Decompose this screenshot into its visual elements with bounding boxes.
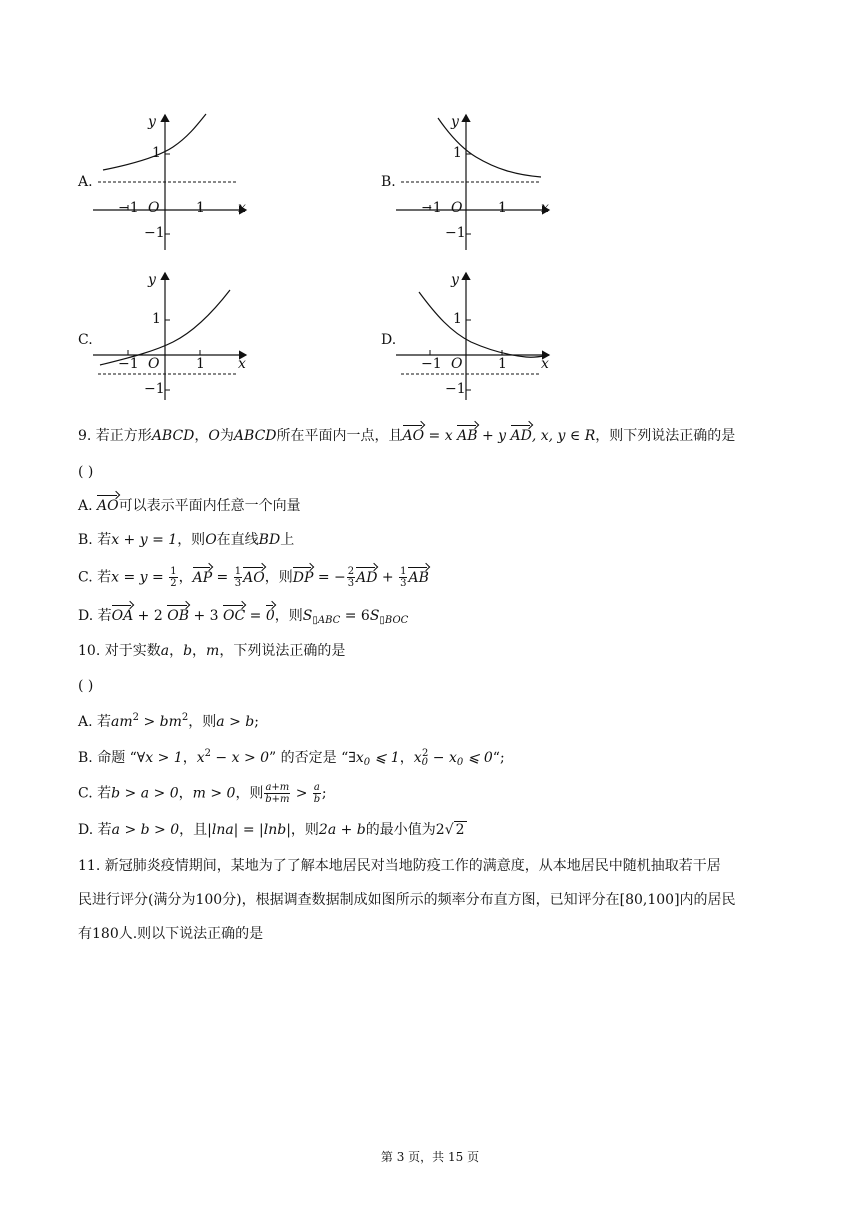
y-tick-1: 1 [152, 311, 161, 327]
x-tick-1: 1 [498, 356, 507, 372]
graph-option-b [381, 112, 601, 262]
option-label: C. [78, 332, 93, 348]
x-tick-1: 1 [196, 200, 205, 216]
q10-option-d: D. 若a > b > 0，且|lna| = |lnb|，则2a + b的最小值为2√ 2 [78, 822, 465, 838]
x-tick-neg1: −1 [118, 356, 139, 372]
q10-option-a: A. 若$am^2 > bm^2$，则a > b; [78, 712, 259, 730]
y-axis-label: y [148, 272, 156, 288]
q11-line1: 11. 新冠肺炎疫情期间，某地为了了解本地居民对当地防疫工作的满意度，从本地居民中随机抽取若干居 [78, 858, 721, 874]
page-footer: 第 3 页，共 15 页 [380, 1150, 480, 1164]
x-tick-1: 1 [498, 200, 507, 216]
x-tick-1: 1 [196, 356, 205, 372]
x-axis-label: x [238, 356, 246, 372]
graph-d-plot [381, 270, 561, 415]
origin-label: O [148, 356, 160, 372]
q9-paren: ( ) [78, 464, 94, 480]
y-tick-1: 1 [453, 311, 462, 327]
vector-ao: AO [402, 428, 425, 444]
q9-option-d: D. 若OA + 2 OB + 3 OC = 0，则$S_{▯ABC} = 6S_{▯BOC}$ [78, 608, 409, 626]
q11-line3: 有180人.则以下说法正确的是 [78, 926, 264, 942]
q10-stem: 10. 对于实数a，b，m，下列说法正确的是 [78, 643, 346, 659]
origin-label: O [451, 200, 463, 216]
q9-stem: 9. 若正方形ABCD，O为ABCD所在平面内一点，且AO = x AB + y AD, x, y ∈ R，则下列说法正确的是 [78, 428, 736, 444]
y-tick-neg1: −1 [445, 225, 466, 241]
graph-option-a [78, 112, 298, 262]
x-tick-neg1: −1 [421, 200, 442, 216]
option-label: B. [381, 174, 396, 190]
q11-line2: 民进行评分(满分为100分)，根据调查数据制成如图所示的频率分布直方图，已知评分在[80,100]内的居民 [78, 892, 736, 908]
y-axis-label: y [148, 114, 156, 130]
q10-paren: ( ) [78, 678, 94, 694]
graph-option-c [78, 270, 298, 420]
graph-a-plot [78, 112, 258, 257]
y-tick-neg1: −1 [144, 225, 165, 241]
x-tick-neg1: −1 [421, 356, 442, 372]
origin-label: O [148, 200, 160, 216]
y-axis-label: y [451, 272, 459, 288]
y-tick-1: 1 [152, 145, 161, 161]
y-tick-neg1: −1 [144, 381, 165, 397]
q10-option-c: C. 若b > a > 0，m > 0，则 $\frac{a+m}{b+m}$ > $\frac{a}{b}$ ; [78, 782, 327, 805]
x-axis-label: x [238, 200, 246, 216]
vector-ad: AD [510, 428, 532, 444]
y-axis-label: y [451, 114, 459, 130]
q9-option-a: A. AO可以表示平面内任意一个向量 [78, 498, 301, 514]
graph-option-d [381, 270, 601, 420]
q9-option-c: C. 若x = y = $\frac{1}{2}$ ，AP = $\frac{1}{3}$ AO，则DP = − $\frac{2}{3}$ AD + $\frac{1}{3}$ AB [78, 566, 429, 589]
graph-c-plot [78, 270, 258, 415]
graph-b-plot [381, 112, 561, 257]
origin-label: O [451, 356, 463, 372]
y-tick-neg1: −1 [445, 381, 466, 397]
q9-option-b: B. 若x + y = 1，则O在直线BD上 [78, 532, 295, 548]
q10-option-b: B. 命题 “∀x > 1，$x^2 - x > 0$” 的否定是 “$\exists x_0$ ⩽ 1，$x_0^2 - x_0$ ⩽ 0“; [78, 748, 505, 768]
vector-ab: AB [457, 428, 478, 444]
option-label: D. [381, 332, 397, 348]
x-axis-label: x [541, 356, 549, 372]
x-axis-label: x [541, 200, 549, 216]
option-label: A. [78, 174, 93, 190]
x-tick-neg1: −1 [118, 200, 139, 216]
y-tick-1: 1 [453, 145, 462, 161]
